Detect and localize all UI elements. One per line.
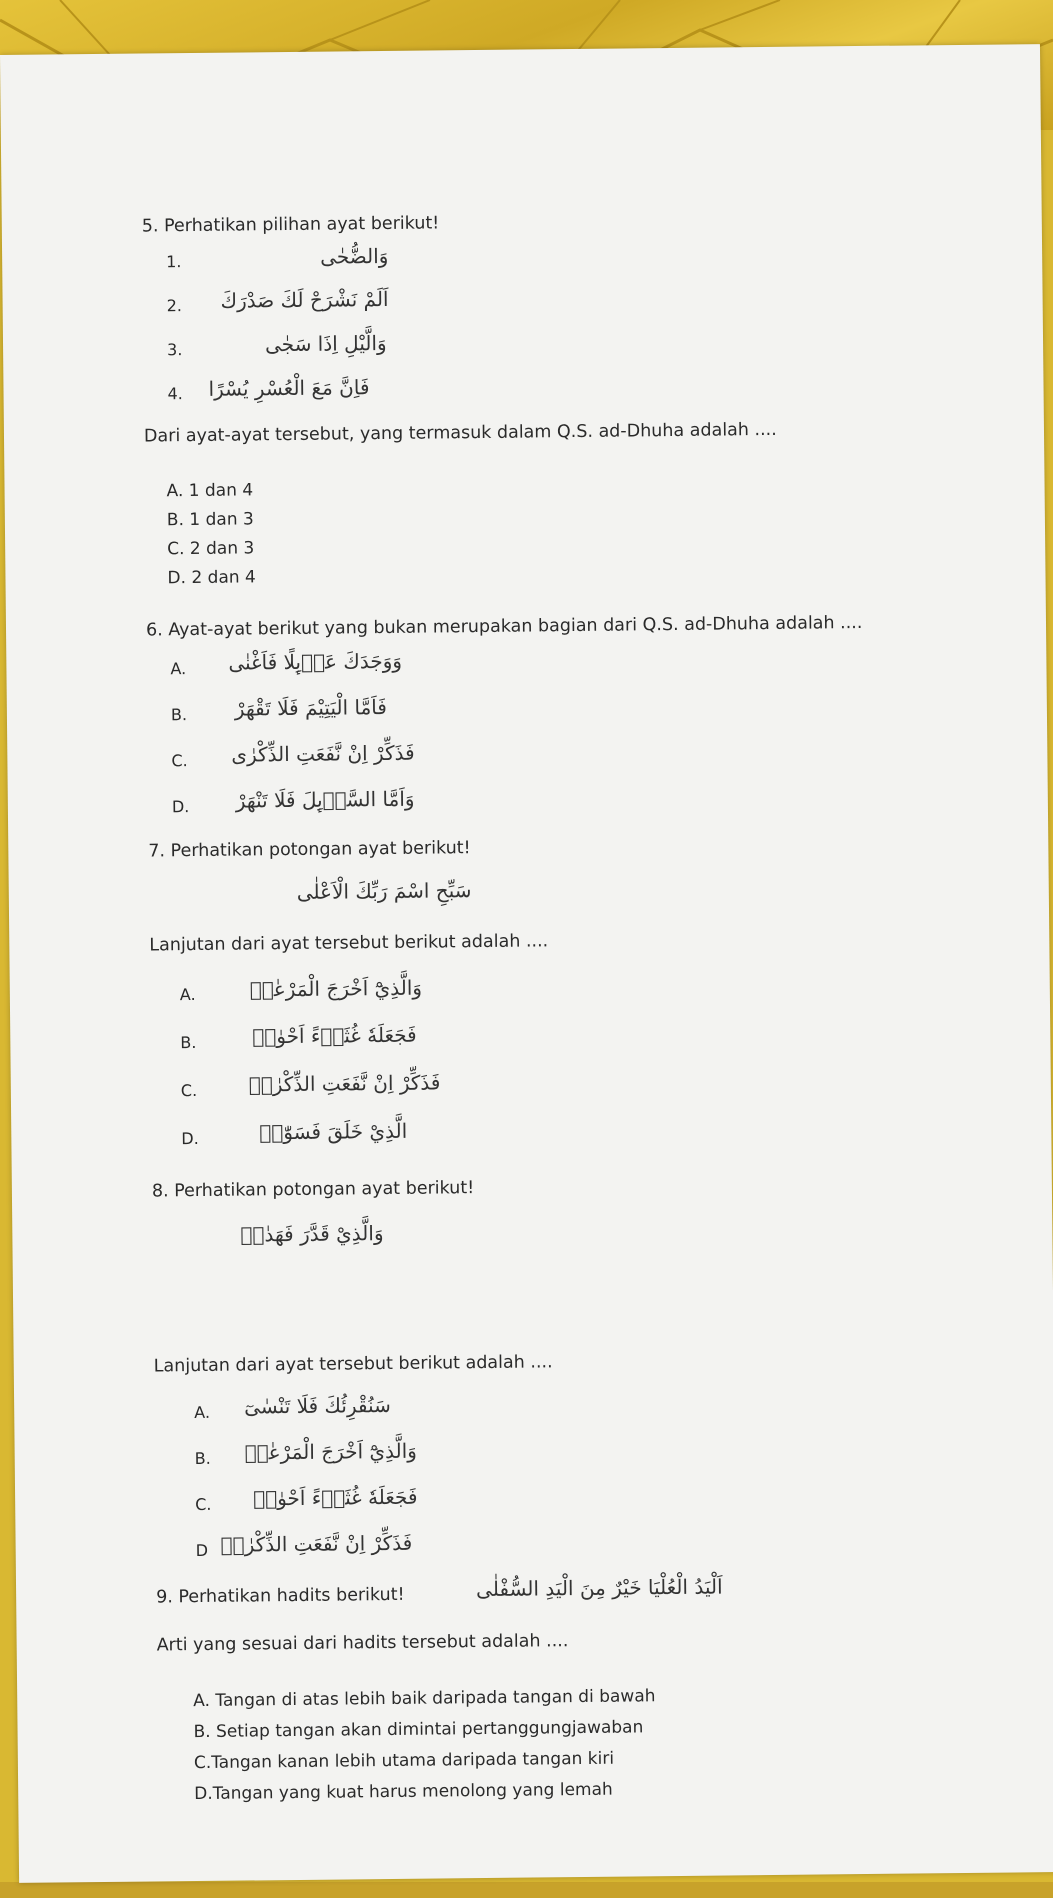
- q5-item-4-arabic: فَاِنَّ مَعَ الْعُسْرِ يُسْرًا: [208, 375, 370, 401]
- q5-option-c: C. 2 dan 3: [167, 538, 255, 560]
- q9-question: Arti yang sesuai dari hadits tersebut adalah ....: [156, 1631, 569, 1656]
- q8-option-a-letter: A.: [194, 1402, 211, 1423]
- q9-option-a: A. Tangan di atas lebih baik daripada tangan di bawah: [193, 1686, 656, 1712]
- q5-option-b: B. 1 dan 3: [166, 509, 254, 531]
- q6-option-b-arabic: فَاَمَّا الْيَتِيْمَ فَلَا تَقْهَرْ: [234, 694, 388, 721]
- q6-option-a-letter: A.: [170, 659, 187, 679]
- q7-option-c-arabic: فَذَكِّرْ اِنْ نَّفَعَتِ الذِّكْرٰىۗ: [248, 1070, 441, 1097]
- q7-option-b-letter: B.: [180, 1032, 197, 1053]
- q9-hadith-arabic: اَلْيَدُ الْعُلْيَا خَيْرٌ مِنَ الْيَدِ السُّفْلٰى: [475, 1574, 723, 1602]
- q6-prompt: 6. Ayat-ayat berikut yang bukan merupakan bagian dari Q.S. ad-Dhuha adalah ....: [145, 613, 863, 641]
- q6-option-a-arabic: وَوَجَدَكَ عَاۤىِٕلًا فَاَغْنٰى: [228, 648, 403, 675]
- q8-option-a-arabic: سَنُقْرِئُكَ فَلَا تَنْسٰىٓ: [244, 1392, 391, 1419]
- q8-option-c-letter: C.: [195, 1494, 212, 1515]
- q8-verse-arabic: وَالَّذِيْ قَدَّرَ فَهَدٰىۖ: [240, 1221, 384, 1247]
- q8-option-b-letter: B.: [194, 1448, 211, 1469]
- q5-option-d: D. 2 dan 4: [167, 567, 256, 589]
- q5-item-1-arabic: وَالضُّحٰى: [320, 243, 389, 269]
- q5-item-2-arabic: اَلَمْ نَشْرَحْ لَكَ صَدْرَكَ: [220, 286, 389, 313]
- q5-item-2-number: 2.: [166, 296, 182, 316]
- q7-verse-arabic: سَبِّحِ اسْمَ رَبِّكَ الْاَعْلٰى: [296, 878, 472, 904]
- q7-question: Lanjutan dari ayat tersebut berikut adalah ....: [149, 931, 549, 956]
- q5-option-a: A. 1 dan 4: [166, 480, 254, 502]
- q5-prompt: 5. Perhatikan pilihan ayat berikut!: [141, 213, 440, 237]
- q6-option-d-letter: D.: [171, 797, 190, 817]
- q8-option-d-letter: D: [195, 1540, 209, 1561]
- q8-option-b-arabic: وَالَّذِيْٓ اَخْرَجَ الْمَرْعٰىۖ: [244, 1438, 417, 1465]
- q6-option-c-arabic: فَذَكِّرْ اِنْ نَّفَعَتِ الذِّكْرٰى: [231, 740, 415, 767]
- q8-question: Lanjutan dari ayat tersebut berikut adalah ....: [153, 1352, 553, 1377]
- q9-option-c: C.Tangan kanan lebih utama daripada tangan kiri: [193, 1748, 615, 1774]
- q7-option-d-letter: D.: [181, 1128, 199, 1149]
- q8-prompt: 8. Perhatikan potongan ayat berikut!: [151, 1178, 475, 1202]
- q9-option-d: D.Tangan yang kuat harus menolong yang lemah: [194, 1779, 613, 1805]
- q5-item-3-number: 3.: [166, 340, 183, 360]
- q8-option-c-arabic: فَجَعَلَهٗ غُثَاۤءً اَحْوٰىۗ: [253, 1484, 418, 1511]
- q7-prompt: 7. Perhatikan potongan ayat berikut!: [148, 838, 471, 862]
- q6-option-c-letter: C.: [171, 751, 188, 771]
- table-edge: [0, 1882, 1053, 1898]
- q9-option-b: B. Setiap tangan akan dimintai pertanggungjawaban: [193, 1717, 644, 1743]
- q9-prompt: 9. Perhatikan hadits berikut!: [156, 1584, 405, 1608]
- q5-item-4-number: 4.: [167, 384, 183, 404]
- q5-item-3-arabic: وَالَّيْلِ اِذَا سَجٰى: [264, 330, 387, 357]
- q5-question: Dari ayat-ayat tersebut, yang termasuk dalam Q.S. ad-Dhuha adalah ....: [143, 419, 777, 447]
- q6-option-d-arabic: وَاَمَّا السَّاۤىِٕلَ فَلَا تَنْهَرْ: [235, 786, 415, 813]
- q7-option-a-arabic: وَالَّذِيْٓ اَخْرَجَ الْمَرْعٰىۖ: [249, 975, 423, 1002]
- q7-option-b-arabic: فَجَعَلَهٗ غُثَاۤءً اَحْوٰىۗ: [252, 1022, 417, 1049]
- q5-item-1-number: 1.: [166, 252, 182, 272]
- q8-option-d-arabic: فَذَكِّرْ اِنْ نَّفَعَتِ الذِّكْرٰىۗ: [220, 1530, 413, 1557]
- q6-option-b-letter: B.: [170, 705, 188, 725]
- q7-option-d-arabic: الَّذِيْ خَلَقَ فَسَوّٰىۖ: [259, 1118, 408, 1145]
- q7-option-c-letter: C.: [180, 1080, 198, 1101]
- worksheet-page: [0, 44, 1053, 1883]
- q7-option-a-letter: A.: [179, 985, 196, 1005]
